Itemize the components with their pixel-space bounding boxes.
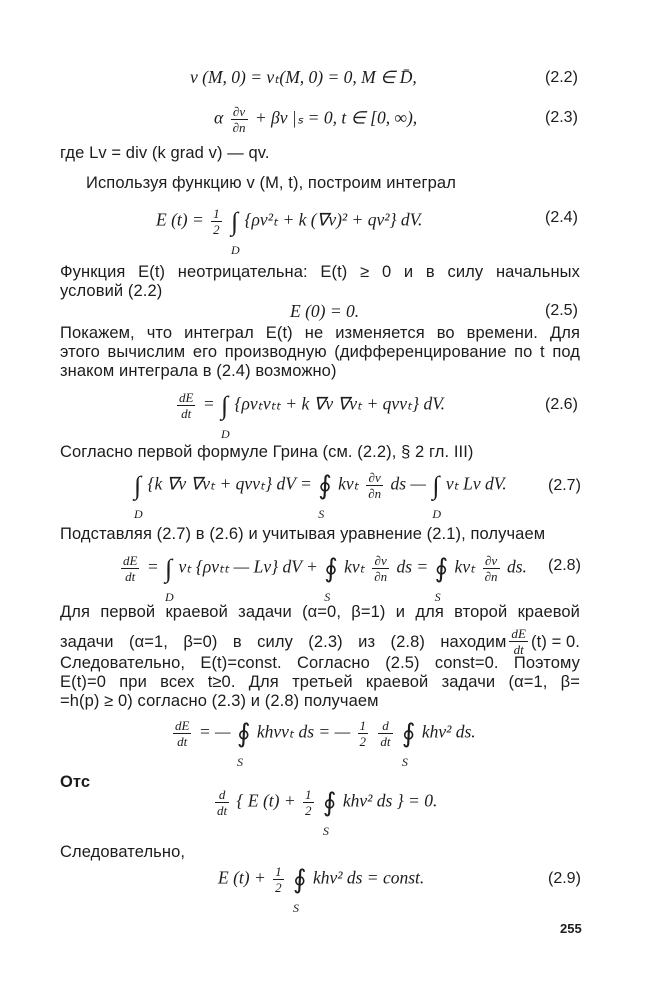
equation-2-8	[118, 553, 527, 604]
contour-integral-sign: ∮ S	[402, 721, 416, 747]
fraction-numerator: dE	[179, 390, 194, 405]
integral-sign: ∫ D	[165, 556, 172, 582]
equation-2-5: E (0) = 0.	[290, 301, 360, 321]
paragraph-1: Используя функцию v (M, t), построим интеграл	[86, 174, 456, 192]
paragraph-4: Согласно первой формуле Грина (см. (2.2), § 2 гл. III)	[60, 443, 474, 461]
equation-2-4	[156, 206, 423, 257]
equation-2-9	[218, 864, 425, 915]
integral-domain: S	[401, 754, 408, 769]
eq-2-7-fraction	[366, 470, 383, 501]
fraction-denominator: 2	[305, 803, 312, 818]
eq-2-8-part-3: ds =	[396, 556, 429, 577]
fraction-numerator: dE	[511, 626, 527, 641]
fraction-denominator: 2	[213, 222, 220, 237]
page-number: 255	[560, 921, 582, 936]
fraction-denominator: dt	[380, 734, 391, 749]
contour-integral-sign: ∮ S	[237, 721, 251, 747]
fraction-numerator: ∂v	[366, 470, 383, 486]
fraction-numerator: dE	[175, 718, 190, 733]
eq-2-8-fraction-3	[483, 553, 500, 584]
eq-u1-fraction-1	[173, 718, 191, 749]
where-line: где Lv = div (k grad v) — qv.	[60, 144, 270, 162]
fraction-denominator: dt	[125, 569, 136, 584]
equation-number-2-8: (2.8)	[548, 557, 581, 574]
equation-number-2-9: (2.9)	[548, 870, 581, 887]
fraction-denominator: 2	[275, 880, 282, 895]
eq-2-6-integrand: {ρvₜvₜₜ + k ∇v ∇vₜ + qvvₜ} dV.	[234, 393, 446, 414]
eq-2-8-part-1: vₜ {ρvₜₜ — Lv} dV +	[178, 556, 318, 577]
contour-integral-sign: ∮ S	[435, 556, 449, 582]
eq-2-8-part-5: ds.	[506, 556, 527, 577]
eq-u2-part-2: khv² ds } = 0.	[342, 790, 438, 811]
fraction-denominator: dt	[177, 734, 188, 749]
equation-number-2-6: (2.6)	[545, 396, 578, 413]
equation-2-6	[174, 390, 446, 441]
eq-2-6-equals: =	[202, 393, 215, 414]
paragraph-7-line-3: =h(p) ≥ 0) согласно (2.3) и (2.8) получаем	[60, 692, 379, 710]
paragraph-6-line-2-text: задачи (α=1, β=0) в силу (2.3) из (2.8) находим	[60, 632, 507, 651]
equation-2-7	[132, 470, 507, 521]
eq-2-4-fraction	[211, 206, 222, 237]
integral-domain: S	[236, 754, 243, 769]
equation-2-2	[190, 67, 417, 87]
integral-domain: S	[434, 589, 441, 604]
equation-number-2-4: (2.4)	[545, 209, 578, 226]
paragraph-3-line-3: знаком интеграла в (2.4) возможно)	[60, 362, 337, 380]
eq-2-8-part-4: kvₜ	[454, 556, 476, 577]
integral-sign: ∫ D	[432, 473, 439, 499]
paragraph-7-line-1: Следовательно, E(t)=const. Согласно (2.5) const=0. Поэтому	[60, 654, 580, 672]
fraction-numerator: ∂v	[483, 553, 500, 569]
equation-unnumbered-2	[212, 787, 438, 838]
eq-2-7-part-4: vₜ Lv dV.	[445, 473, 507, 494]
integral-domain: D	[231, 242, 240, 257]
integral-domain: D	[165, 589, 174, 604]
contour-integral-sign: ∮ S	[324, 556, 338, 582]
integral-domain: D	[432, 506, 442, 521]
integral-domain: S	[293, 900, 300, 915]
eq-2-8-part-2: kvₜ	[344, 556, 365, 577]
contour-integral-sign: ∮ S	[293, 867, 307, 893]
eq-2-8-fraction-2	[372, 553, 389, 584]
fraction-denominator: ∂n	[374, 569, 388, 584]
eq-2-2-expr: v (M, 0) = vₜ(M, 0) = 0, M ∈ D̄,	[190, 67, 417, 87]
eq-2-6-fraction	[177, 390, 195, 421]
equation-number-2-7: (2.7)	[548, 477, 581, 494]
contour-integral-sign: ∮ S	[318, 473, 332, 499]
integral-sign: ∫ D	[221, 393, 228, 419]
fraction-numerator: d	[215, 787, 229, 803]
integral-domain: S	[322, 823, 329, 838]
integral-domain: D	[221, 426, 230, 441]
eq-2-4-integrand: {ρv²ₜ + k (∇v)² + qv²} dV.	[244, 209, 423, 230]
paragraph-8: Следовательно,	[60, 843, 186, 861]
fraction-numerator: 1	[275, 864, 282, 879]
fraction-denominator: 2	[359, 734, 367, 749]
fraction-denominator: ∂n	[368, 486, 382, 501]
paragraph-3-line-2: этого вычислим его производную (дифференцирование по t под	[60, 343, 580, 361]
paragraph-6-line-2-end: (t) = 0.	[531, 632, 580, 651]
fraction-numerator: ∂v	[372, 553, 389, 569]
fraction-numerator: 1	[213, 206, 220, 221]
eq-u2-fraction-1	[215, 787, 229, 818]
eq-u1-fraction-2	[358, 718, 369, 749]
otc-word: Отс	[60, 773, 91, 791]
eq-2-3-fraction	[231, 104, 248, 135]
equation-2-3	[214, 104, 417, 135]
eq-2-3-alpha: α	[214, 107, 224, 128]
fraction-denominator: ∂n	[232, 120, 246, 135]
eq-2-9-part-2: khv² ds = const.	[312, 867, 425, 888]
equation-number-2-2: (2.2)	[545, 69, 578, 86]
paragraph-7-line-2: E(t)=0 при всех t≥0. Для третьей краевой задачи (α=1, β=	[60, 673, 580, 691]
paragraph-5: Подставляя (2.7) в (2.6) и учитывая уравнение (2.1), получаем	[60, 525, 546, 543]
fraction-denominator: dt	[181, 406, 192, 421]
equation-unnumbered-1	[170, 718, 476, 769]
eq-u1-part-1: = —	[198, 721, 231, 742]
eq-2-7-part-3: ds —	[390, 473, 426, 494]
eq-u1-part-3: khv² ds.	[421, 721, 476, 742]
eq-2-8-fraction-1	[121, 553, 139, 584]
contour-integral-sign: ∮ S	[323, 790, 337, 816]
fraction-numerator: 1	[305, 787, 312, 802]
eq-2-7-part-2: kvₜ	[338, 473, 359, 494]
eq-2-9-part-1: E (t) +	[218, 867, 266, 888]
integral-domain: S	[318, 506, 325, 521]
eq-2-4-left: E (t) =	[156, 209, 204, 230]
integral-sign: ∫ D	[134, 473, 141, 499]
fraction-numerator: d	[378, 718, 392, 734]
eq-u2-part-1: { E (t) +	[236, 790, 296, 811]
integral-domain: S	[324, 589, 331, 604]
paragraph-6-line-1: Для первой краевой задачи (α=0, β=1) и для второй краевой	[60, 603, 580, 621]
equation-number-2-3: (2.3)	[545, 109, 578, 126]
eq-2-7-part-1: {k ∇v ∇vₜ + qvvₜ} dV =	[147, 473, 312, 494]
fraction-denominator: ∂n	[484, 569, 498, 584]
eq-u2-fraction-2	[303, 787, 314, 818]
paragraph-3-line-1: Покажем, что интеграл E(t) не изменяется во времени. Для	[60, 324, 580, 342]
fraction-numerator: ∂v	[231, 104, 248, 120]
eq-2-9-fraction	[273, 864, 284, 895]
fraction-numerator: dE	[123, 553, 138, 568]
eq-2-3-rest: + βv |ₛ = 0, t ∈ [0, ∞),	[254, 107, 418, 128]
integral-sign: ∫ D	[231, 209, 238, 235]
equation-number-2-5: (2.5)	[545, 302, 578, 319]
integral-domain: D	[134, 506, 143, 521]
fraction-denominator: dt	[513, 642, 524, 657]
fraction-denominator: dt	[217, 803, 228, 818]
eq-u1-part-2: khvvₜ ds = —	[256, 721, 351, 742]
eq-u1-fraction-3	[378, 718, 392, 749]
eq-2-8-equals: =	[146, 556, 159, 577]
fraction-numerator: 1	[359, 718, 367, 733]
paragraph-2-line-2: условий (2.2)	[60, 282, 163, 300]
paragraph-2-line-1: Функция E(t) неотрицательна: E(t) ≥ 0 и в силу начальных	[60, 263, 580, 281]
